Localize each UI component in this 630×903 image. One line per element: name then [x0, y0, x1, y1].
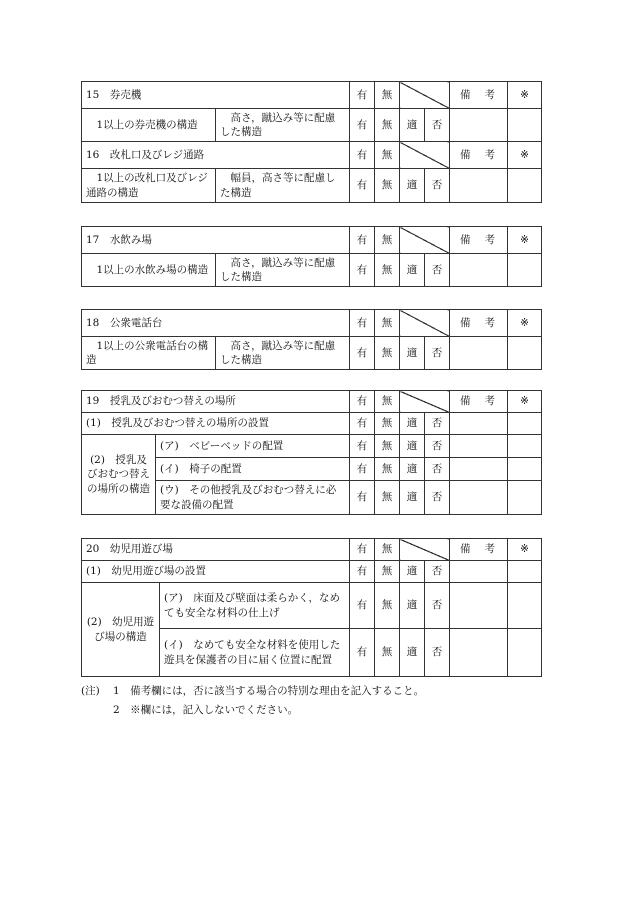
office-use-cell: [508, 435, 542, 458]
section-title: 20 幼児用遊び場: [82, 539, 350, 561]
ari-cell[interactable]: 有: [350, 337, 375, 370]
office-use-header: ※: [508, 391, 542, 413]
teki-cell[interactable]: 適: [400, 561, 425, 583]
office-use-header: ※: [508, 310, 542, 337]
item-1-label: (1) 幼児用遊び場の設置: [82, 561, 350, 583]
ari-header: 有: [350, 539, 375, 561]
item-criteria: 高さ，蹴込み等に配慮した構造: [216, 254, 350, 287]
nashi-cell[interactable]: 無: [375, 583, 400, 629]
remarks-cell[interactable]: [450, 583, 508, 629]
sub-item-a: (ア) ベビーベッドの配置: [156, 435, 350, 458]
item-1-label: (1) 授乳及びおむつ替えの場所の設置: [82, 413, 350, 435]
hi-cell[interactable]: 否: [425, 413, 450, 435]
nashi-cell[interactable]: 無: [375, 109, 400, 142]
ari-header: 有: [350, 142, 375, 169]
ari-header: 有: [350, 310, 375, 337]
hi-cell[interactable]: 否: [425, 481, 450, 515]
table-15: [81, 81, 542, 203]
nashi-cell[interactable]: 無: [375, 169, 400, 202]
teki-cell[interactable]: 適: [400, 109, 425, 142]
diagonal-cell: [400, 82, 450, 109]
remarks-cell[interactable]: [450, 561, 508, 583]
diagonal-cell: [400, 310, 450, 337]
diagonal-cell: [400, 142, 450, 169]
ari-cell[interactable]: 有: [350, 169, 375, 202]
ari-cell[interactable]: 有: [350, 109, 375, 142]
teki-cell[interactable]: 適: [400, 481, 425, 515]
office-use-header: ※: [508, 539, 542, 561]
office-use-header: ※: [508, 142, 542, 169]
office-use-cell: [508, 481, 542, 515]
nashi-header: 無: [375, 539, 400, 561]
nashi-cell[interactable]: 無: [375, 254, 400, 287]
item-label: 1以上の券売機の構造: [82, 109, 216, 142]
hi-cell[interactable]: 否: [425, 254, 450, 287]
diagonal-cell: [400, 391, 450, 413]
sub-item-b: (イ) なめても安全な材料を使用した遊具を保護者の目に届く位置に配置: [160, 629, 350, 677]
remarks-cell[interactable]: [450, 337, 508, 370]
sub-item-b: (イ) 椅子の配置: [156, 458, 350, 481]
nashi-cell[interactable]: 無: [375, 435, 400, 458]
teki-cell[interactable]: 適: [400, 254, 425, 287]
remarks-cell[interactable]: [450, 169, 508, 202]
teki-cell[interactable]: 適: [400, 435, 425, 458]
office-use-cell: [508, 337, 542, 370]
remarks-header: 備 考: [450, 82, 508, 109]
ari-cell[interactable]: 有: [350, 458, 375, 481]
teki-cell[interactable]: 適: [400, 583, 425, 629]
hi-cell[interactable]: 否: [425, 561, 450, 583]
teki-cell[interactable]: 適: [400, 413, 425, 435]
teki-cell[interactable]: 適: [400, 629, 425, 677]
notes-lead: (注): [81, 685, 100, 697]
section-title: 15 券売機: [82, 82, 350, 109]
hi-cell[interactable]: 否: [425, 109, 450, 142]
section-title: 19 授乳及びおむつ替えの場所: [82, 391, 350, 413]
office-use-header: ※: [508, 227, 542, 254]
section-title: 18 公衆電話台: [82, 310, 350, 337]
nashi-cell[interactable]: 無: [375, 481, 400, 515]
ari-cell[interactable]: 有: [350, 583, 375, 629]
teki-cell[interactable]: 適: [400, 337, 425, 370]
item-label: 1以上の公衆電話台の構造: [82, 337, 216, 370]
office-use-cell: [508, 109, 542, 142]
remarks-cell[interactable]: [450, 435, 508, 458]
hi-cell[interactable]: 否: [425, 583, 450, 629]
ari-cell[interactable]: 有: [350, 254, 375, 287]
teki-cell[interactable]: 適: [400, 169, 425, 202]
sub-item-a: (ア) 床面及び壁面は柔らかく，なめても安全な材料の仕上げ: [160, 583, 350, 629]
office-use-header: ※: [508, 82, 542, 109]
office-use-cell: [508, 458, 542, 481]
note-2: 2 ※欄には，記入しないでください。: [113, 703, 299, 716]
ari-cell[interactable]: 有: [350, 629, 375, 677]
item-2-label: (2) 幼児用遊び場の構造: [82, 583, 160, 677]
table-17: [81, 226, 542, 287]
table-18: [81, 309, 542, 370]
nashi-header: 無: [375, 142, 400, 169]
nashi-cell[interactable]: 無: [375, 458, 400, 481]
item-criteria: 幅員，高さ等に配慮した構造: [216, 169, 350, 202]
nashi-cell[interactable]: 無: [375, 561, 400, 583]
hi-cell[interactable]: 否: [425, 629, 450, 677]
remarks-cell[interactable]: [450, 458, 508, 481]
nashi-cell[interactable]: 無: [375, 413, 400, 435]
section-title: 17 水飲み場: [82, 227, 350, 254]
office-use-cell: [508, 629, 542, 677]
remarks-header: 備 考: [450, 142, 508, 169]
item-label: 1以上の改札口及びレジ通路の構造: [82, 169, 216, 202]
remarks-header: 備 考: [450, 391, 508, 413]
nashi-header: 無: [375, 391, 400, 413]
office-use-cell: [508, 583, 542, 629]
remarks-header: 備 考: [450, 310, 508, 337]
office-use-cell: [508, 254, 542, 287]
nashi-header: 無: [375, 227, 400, 254]
item-criteria: 高さ，蹴込み等に配慮した構造: [216, 337, 350, 370]
ari-header: 有: [350, 391, 375, 413]
hi-cell[interactable]: 否: [425, 458, 450, 481]
ari-cell[interactable]: 有: [350, 413, 375, 435]
sub-item-c: (ウ) その他授乳及びおむつ替えに必要な設備の配置: [156, 481, 350, 515]
diagonal-cell: [400, 539, 450, 561]
office-use-cell: [508, 413, 542, 435]
ari-cell[interactable]: 有: [350, 481, 375, 515]
remarks-cell[interactable]: [450, 109, 508, 142]
remarks-cell[interactable]: [450, 254, 508, 287]
diagonal-cell: [400, 227, 450, 254]
nashi-header: 無: [375, 310, 400, 337]
office-use-cell: [508, 169, 542, 202]
ari-header: 有: [350, 227, 375, 254]
hi-cell[interactable]: 否: [425, 435, 450, 458]
remarks-cell[interactable]: [450, 481, 508, 515]
remarks-header: 備 考: [450, 539, 508, 561]
remarks-cell[interactable]: [450, 413, 508, 435]
hi-cell[interactable]: 否: [425, 337, 450, 370]
office-use-cell: [508, 561, 542, 583]
nashi-cell[interactable]: 無: [375, 629, 400, 677]
note-1: 1 備考欄には，否に該当する場合の特別な理由を記入すること。: [113, 685, 425, 697]
ari-cell[interactable]: 有: [350, 561, 375, 583]
table-19: [81, 390, 542, 515]
ari-header: 有: [350, 82, 375, 109]
item-2-label: (2) 授乳及びおむつ替えの場所の構造: [82, 435, 156, 515]
section-title: 16 改札口及びレジ通路: [82, 142, 350, 169]
item-label: 1以上の水飲み場の構造: [82, 254, 216, 287]
hi-cell[interactable]: 否: [425, 169, 450, 202]
ari-cell[interactable]: 有: [350, 435, 375, 458]
table-20: [81, 538, 542, 677]
remarks-header: 備 考: [450, 227, 508, 254]
nashi-header: 無: [375, 82, 400, 109]
item-criteria: 高さ，蹴込み等に配慮した構造: [216, 109, 350, 142]
notes: [81, 684, 424, 717]
teki-cell[interactable]: 適: [400, 458, 425, 481]
remarks-cell[interactable]: [450, 629, 508, 677]
nashi-cell[interactable]: 無: [375, 337, 400, 370]
